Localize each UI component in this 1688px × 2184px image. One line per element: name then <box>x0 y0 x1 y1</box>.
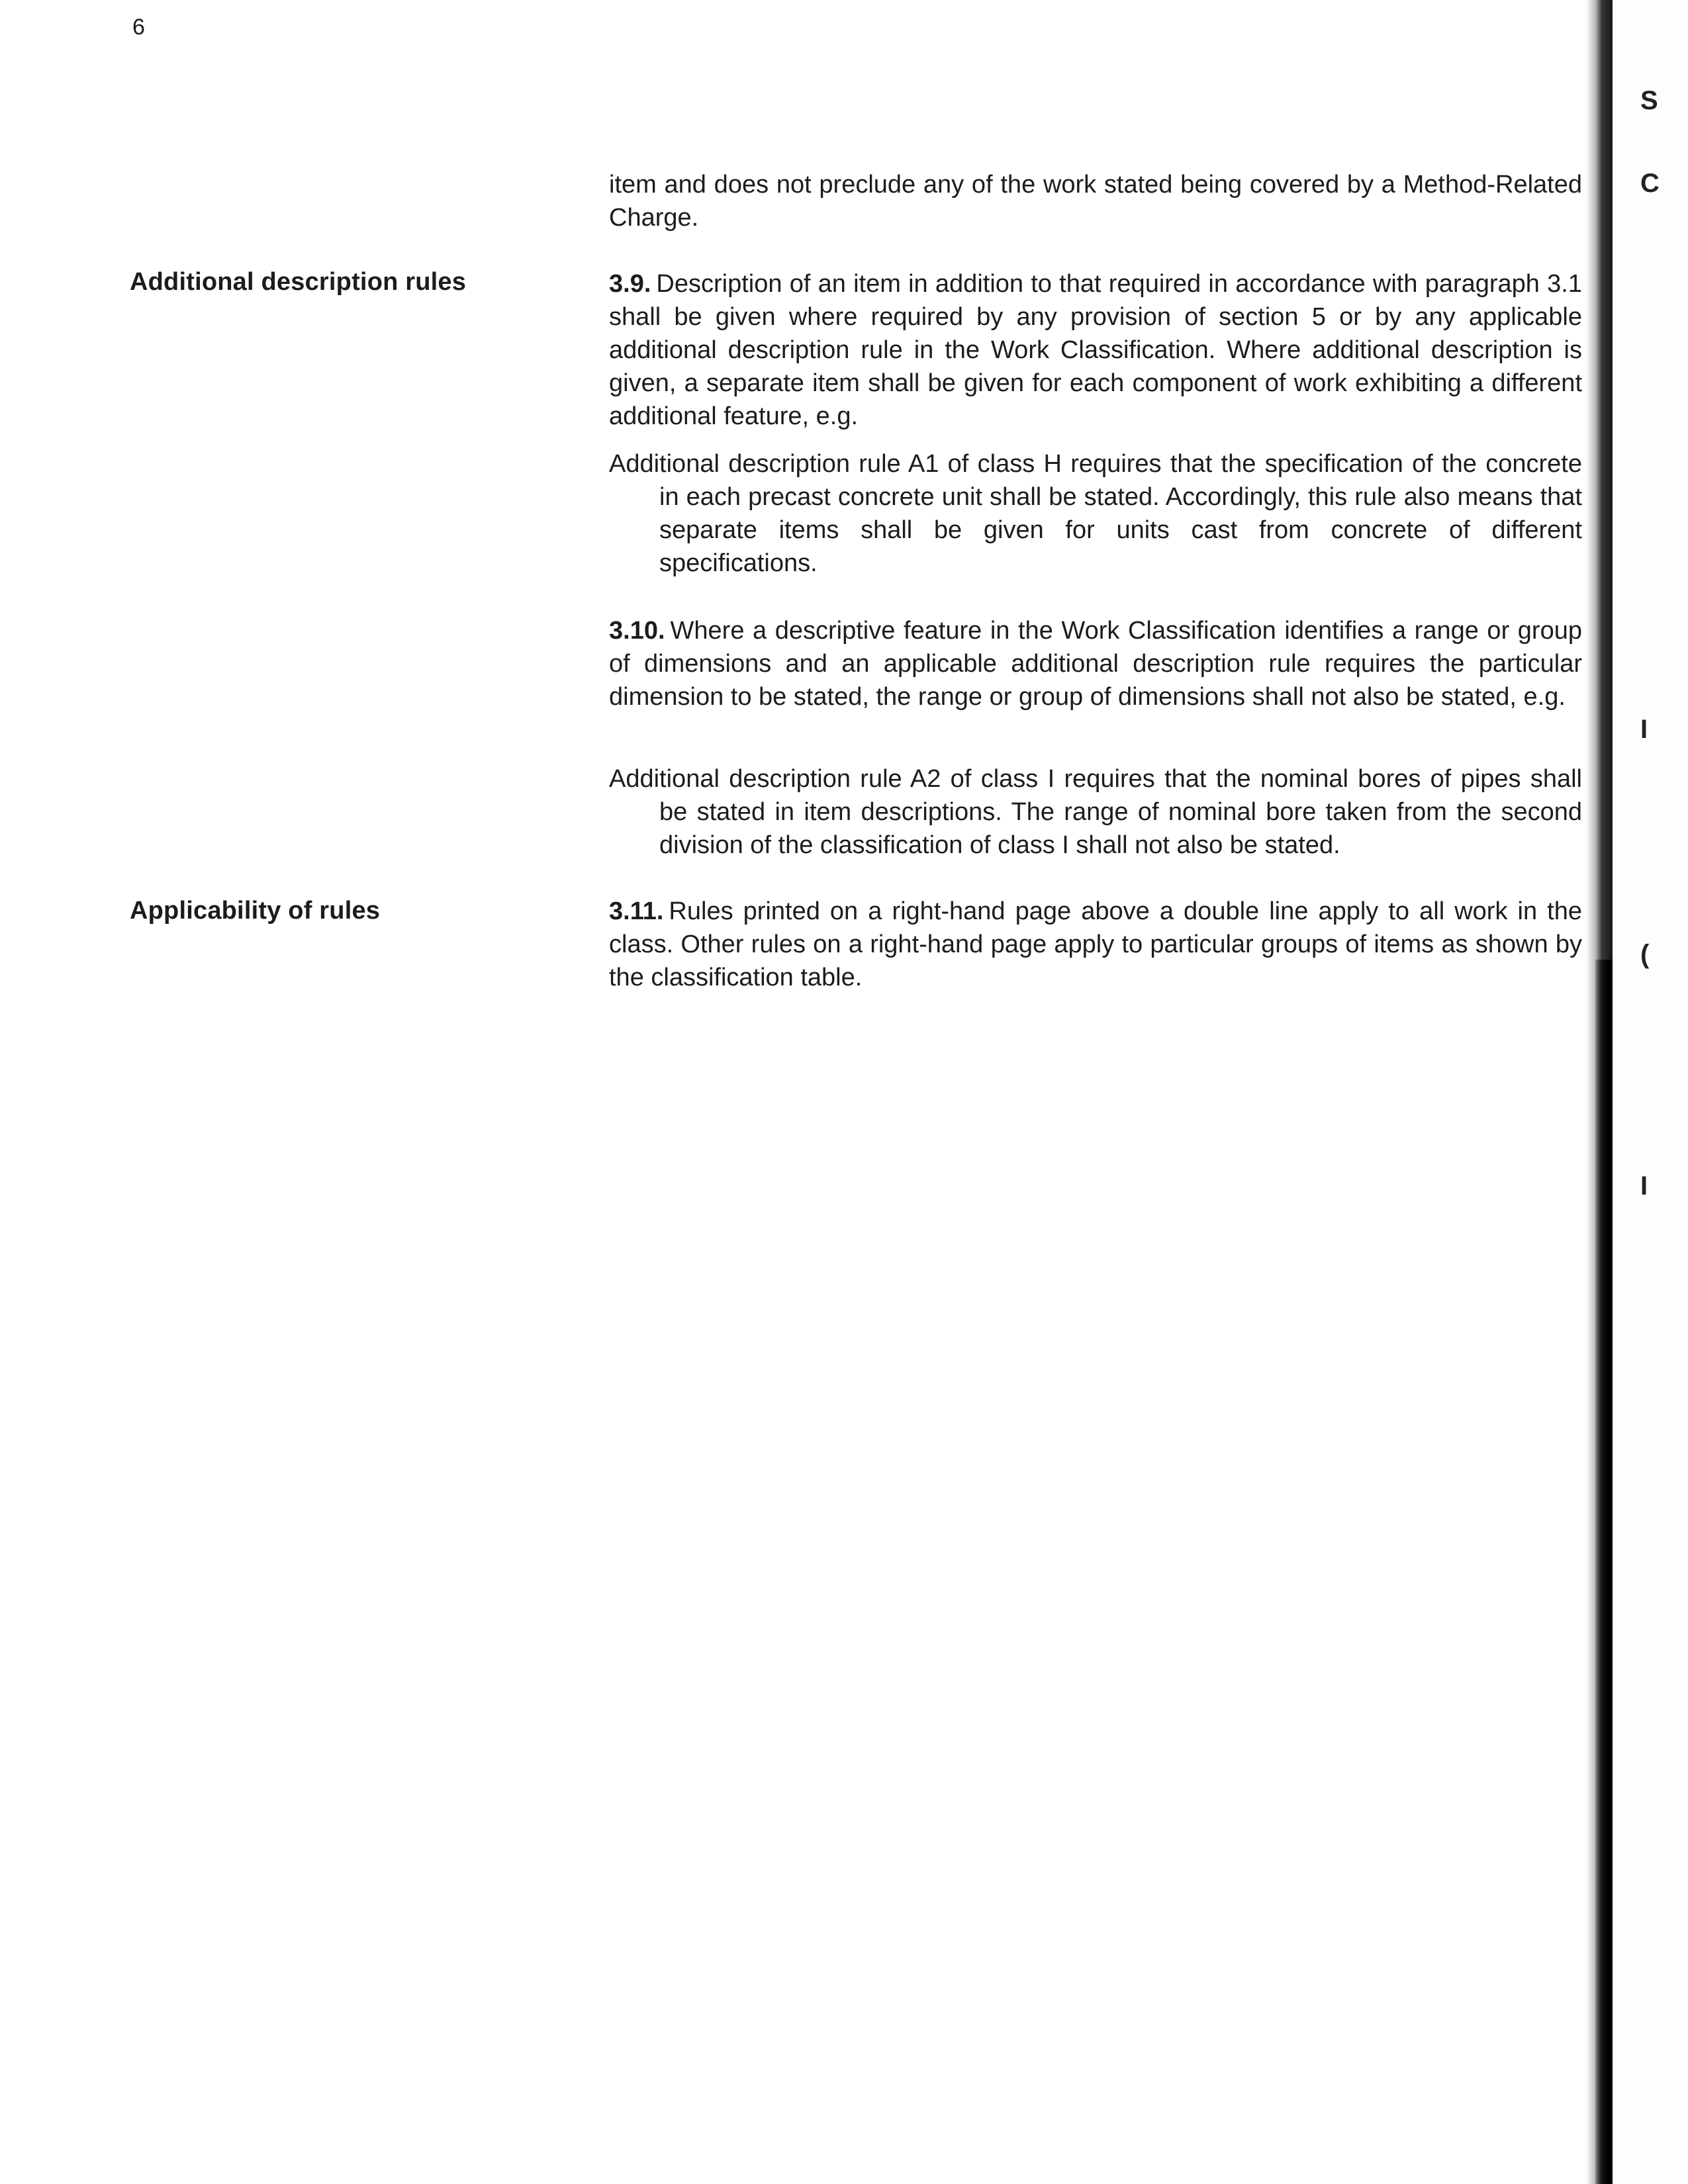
paragraph-continuation: item and does not preclude any of the work stated being covered by a Method-Related Charge. <box>609 171 1582 232</box>
page-number: 6 <box>132 15 145 40</box>
facing-page-glyph: I <box>1640 1171 1648 1201</box>
paragraph-number: 3.11. <box>609 897 664 925</box>
example-rule-a2: Additional description rule A2 of class I requires that the nominal bores of pipes shall be stated in item descriptions. The range of nominal bore taken from the second division of the classification of class I shall not also be stated. <box>609 765 1582 859</box>
side-heading-additional-description: Additional description rules <box>130 268 467 296</box>
text-block-continuation <box>609 168 1582 234</box>
facing-page-glyph: ( <box>1640 940 1650 969</box>
side-heading-applicability: Applicability of rules <box>130 897 381 925</box>
text-block-3-10 <box>609 614 1582 713</box>
paragraph-number: 3.9. <box>609 270 651 298</box>
text-block-3-9 <box>609 267 1582 433</box>
paragraph-3-11 <box>609 895 1582 994</box>
page-binding-edge-shadow-lower <box>1595 960 1613 2184</box>
paragraph-text: Rules printed on a right-hand page above a double line apply to all work in the class. Other rules on a right-hand page apply to particular groups of items as shown by the classification table. <box>609 897 1582 991</box>
text-block-example-a2 <box>609 762 1582 862</box>
paragraph-3-10 <box>609 614 1582 713</box>
example-rule-a1: Additional description rule A1 of class H requires that the specification of the concrete in each precast concrete unit shall be stated. Accordingly, this rule also means that separate items shall be given for units cast from concrete of different specifications. <box>609 450 1582 577</box>
facing-page-sliver <box>1613 0 1688 2184</box>
facing-page-glyph: I <box>1640 715 1648 744</box>
paragraph-number: 3.10. <box>609 617 665 645</box>
text-block-3-11 <box>609 895 1582 994</box>
facing-page-glyph: C <box>1640 169 1660 198</box>
paragraph-text: Description of an item in addition to that required in accordance with paragraph 3.1 shall be given where required by any provision of section 5 or by any applicable additional description rule in the Work Classification. Where additional description is given, a separate item shall be given for each component of work exhibiting a different additional feature, e.g. <box>609 270 1582 430</box>
facing-page-glyph: S <box>1640 86 1658 115</box>
paragraph-3-9 <box>609 267 1582 433</box>
text-block-example-a1 <box>609 447 1582 580</box>
paragraph-text: Where a descriptive feature in the Work Classification identifies a range or group of dimensions and an applicable additional description rule requires the particular dimension to be stated, the range or group of dimensions shall not also be stated, e.g. <box>609 617 1582 711</box>
